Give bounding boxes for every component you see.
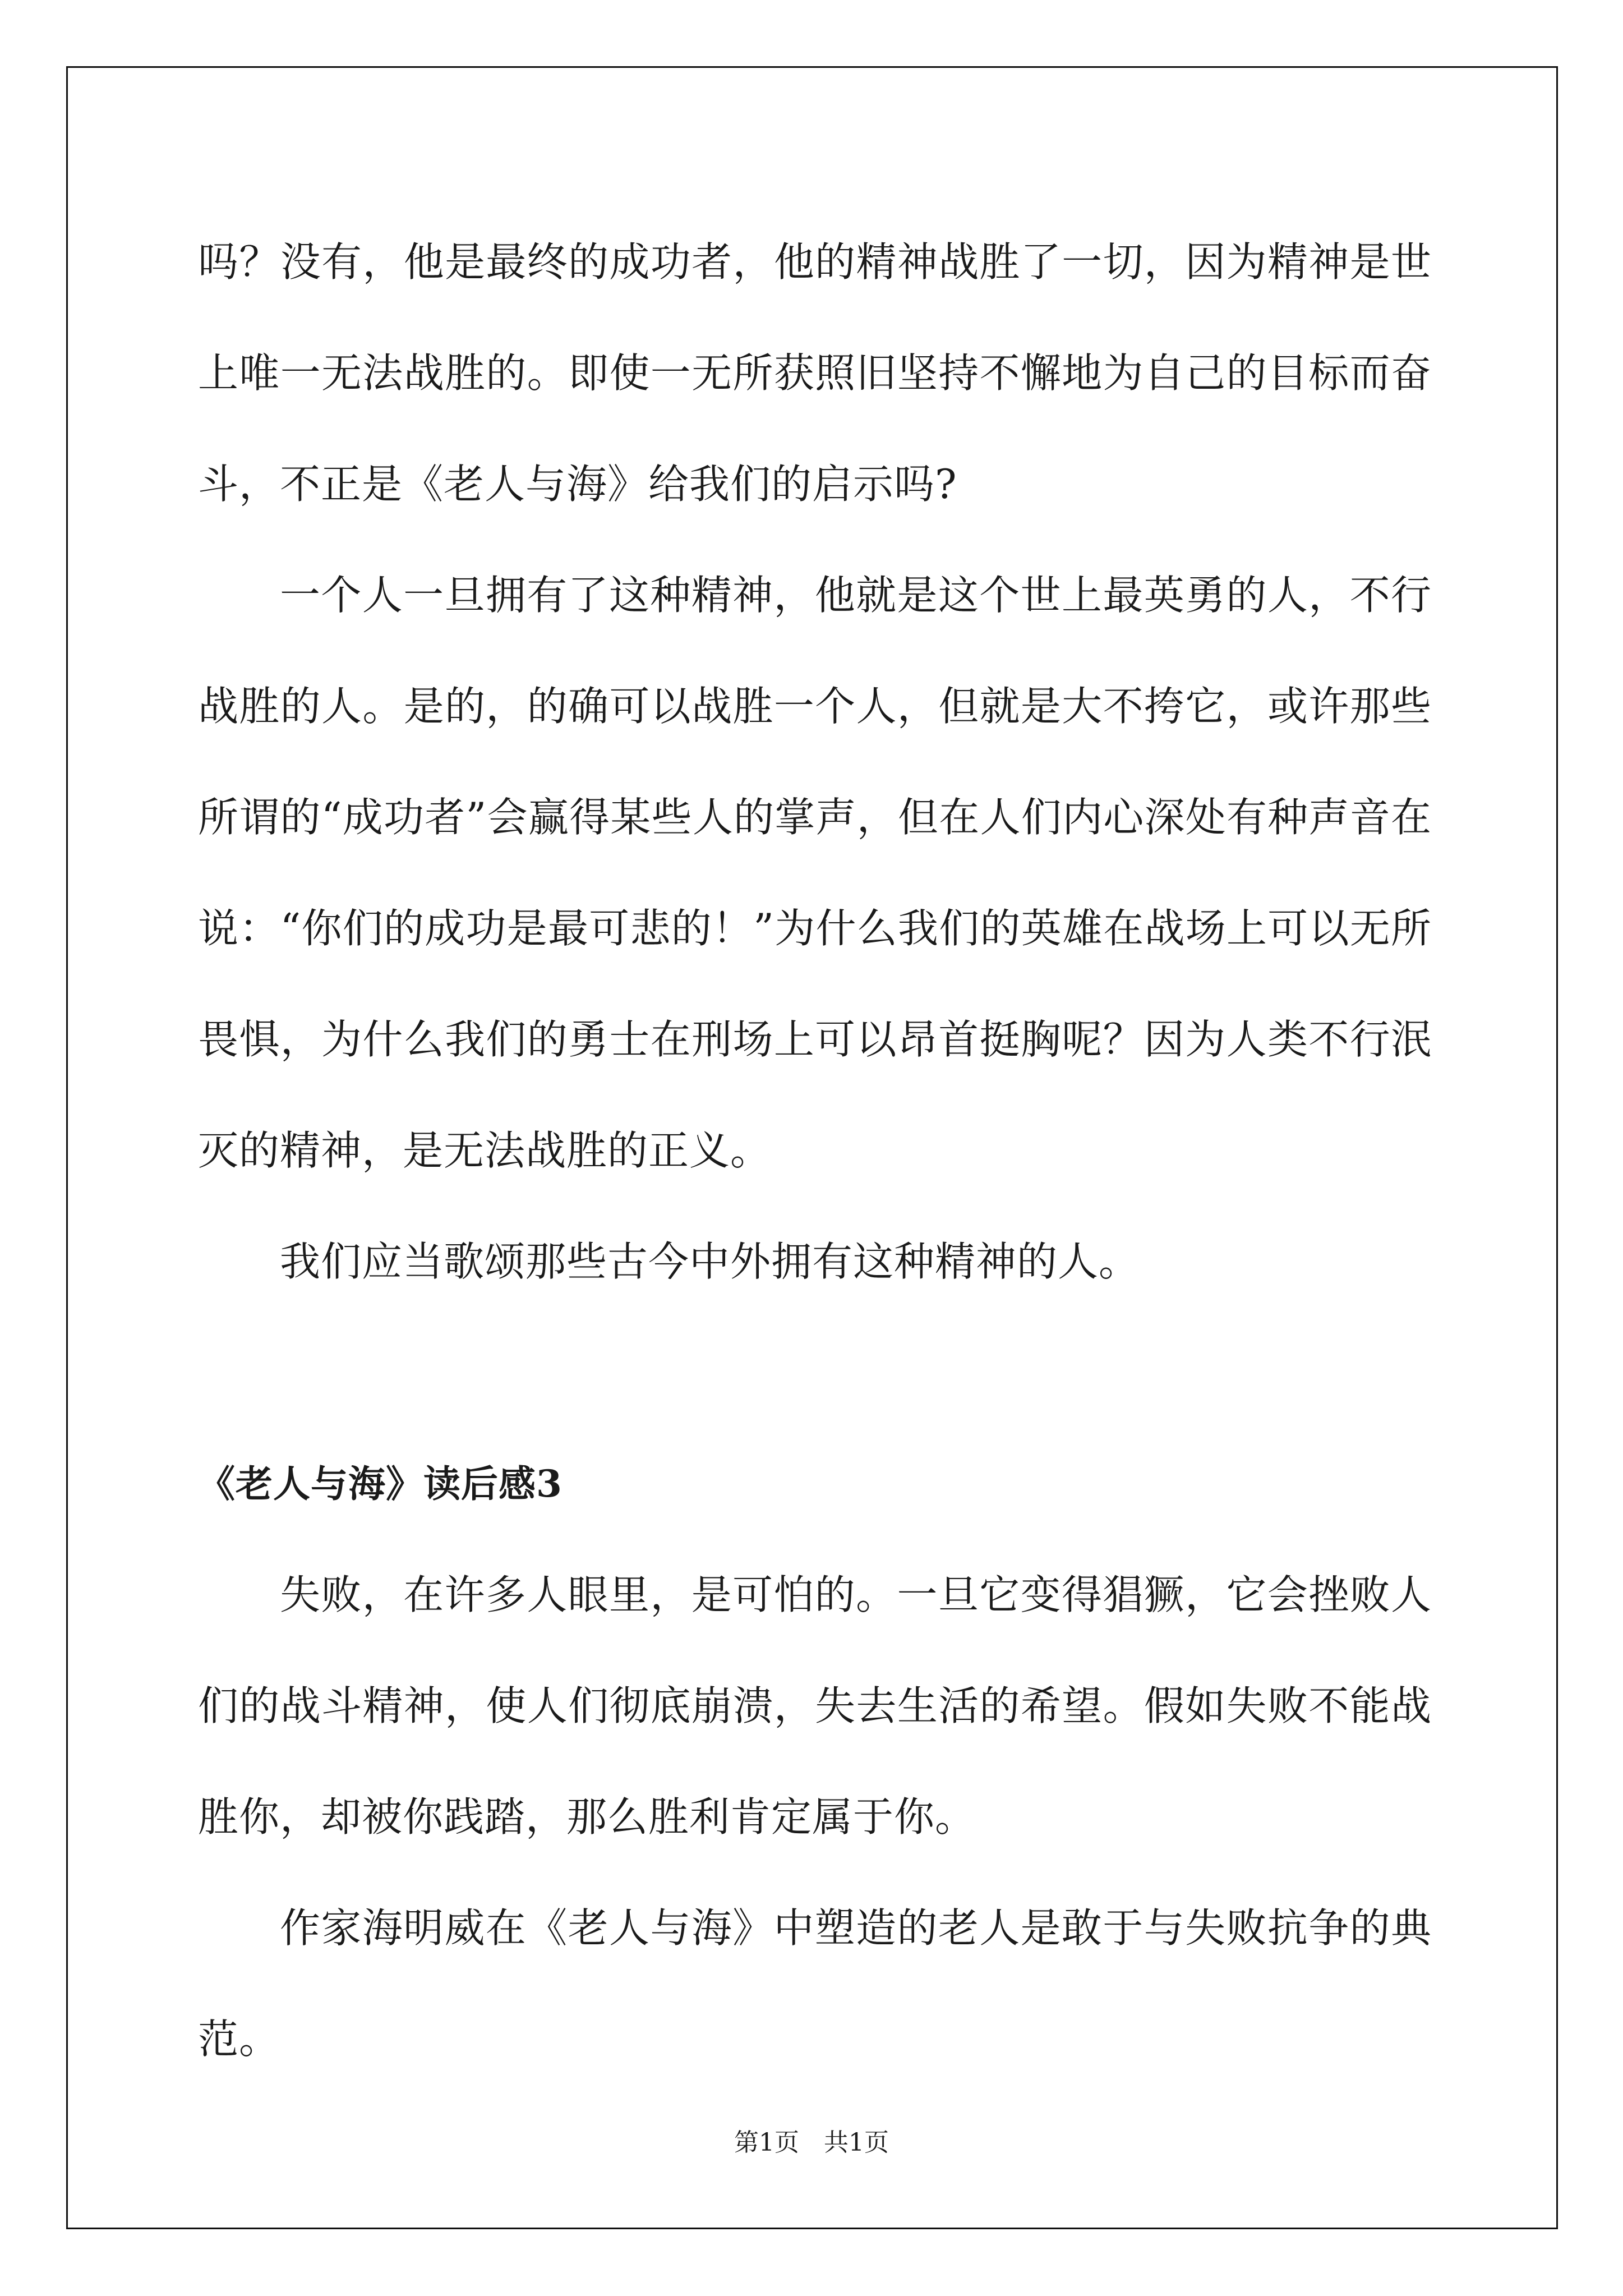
paragraph: 作家海明威在《老人与海》中塑造的老人是敢于与失败抗争的典范。	[198, 1904, 1432, 2063]
paragraph: 一个人一旦拥有了这种精神，他就是这个世上最英勇的人，不行战胜的人。是的，的确可以战胜一个人，但就是大不挎它，或许那些所谓的“成功者”会赢得某些人的掌声，但在人们内心深处有种声音在说：“你们的成功是最可悲的！”为什么我们的英雄在战场上可以无所畏惧，为什么我们的勇士在刑场上可以昂首挺胸呢？因为人类不行泯灭的精神，是无法战胜的正义。	[198, 572, 1432, 1174]
paragraph: 我们应当歌颂那些古今中外拥有这种精神的人。	[280, 1238, 1140, 1285]
section-heading: 《老人与海》读后感3	[198, 1462, 562, 1506]
page-footer: 第1页 共1页	[734, 2128, 889, 2157]
document-body	[198, 206, 1432, 2095]
paragraph: 失败，在许多人眼里，是可怕的。一旦它变得猖獗，它会挫败人们的战斗精神，使人们彻底崩溃，失去生活的希望。假如失败不能战胜你，却被你践踏，那么胜利肯定属于你。	[198, 1571, 1432, 1841]
section-spacer	[198, 1317, 1432, 1428]
paragraph-continued: 吗？没有，他是最终的成功者，他的精神战胜了一切，因为精神是世上唯一无法战胜的。即使一无所获照旧坚持不懈地为自己的目标而奋斗，不正是《老人与海》给我们的启示吗?	[198, 238, 1432, 508]
